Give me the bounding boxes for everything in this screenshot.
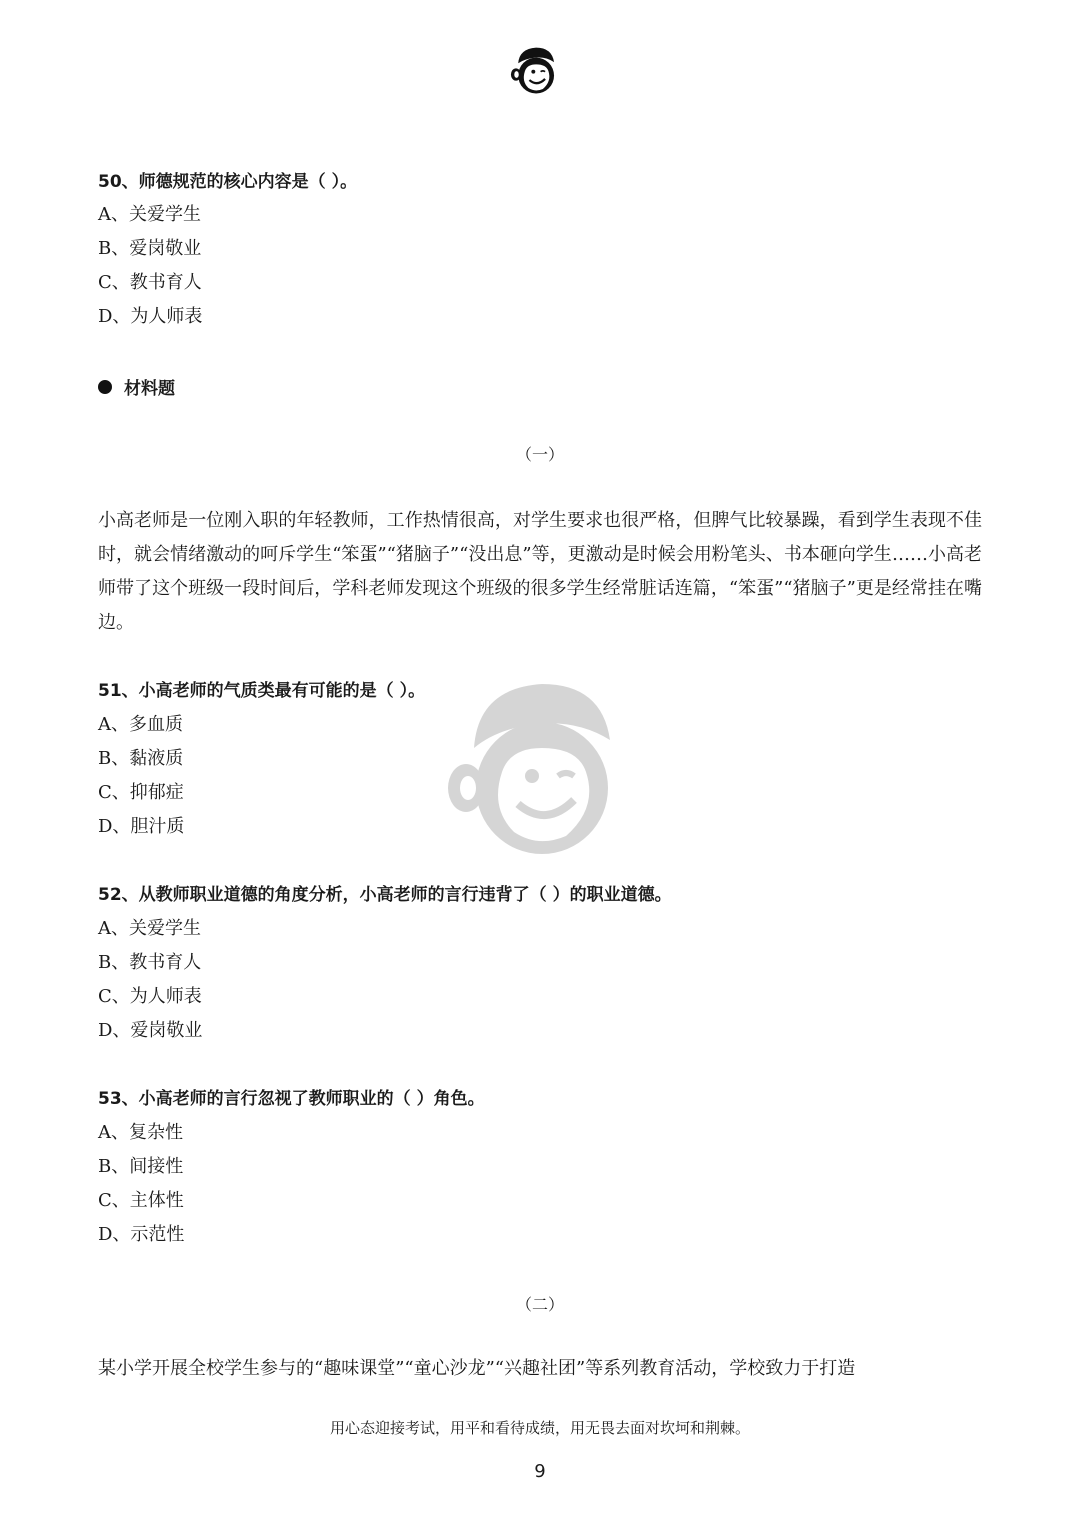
question-51-option-b: B、黏液质 bbox=[98, 748, 184, 769]
question-51-option-a: A、多血质 bbox=[98, 714, 183, 735]
section-title: 材料题 bbox=[124, 379, 175, 399]
question-52-option-c: C、为人师表 bbox=[98, 986, 202, 1007]
question-51-stem: 51、小高老师的气质类最有可能的是（ ）。 bbox=[98, 681, 426, 701]
question-53-option-b: B、间接性 bbox=[98, 1156, 184, 1177]
question-52-option-b: B、教书育人 bbox=[98, 952, 202, 973]
monkey-watermark-icon bbox=[438, 668, 638, 868]
monkey-logo-icon bbox=[507, 42, 563, 98]
material-2-text: 某小学开展全校学生参与的“趣味课堂”“童心沙龙”“兴趣社团”等系列教育活动，学校致力于打造 bbox=[98, 1358, 856, 1379]
question-50-option-d: D、为人师表 bbox=[98, 306, 203, 327]
page-number: 9 bbox=[534, 1461, 546, 1482]
bullet-icon bbox=[98, 380, 112, 394]
question-52-option-a: A、关爱学生 bbox=[98, 918, 201, 939]
material-1-text: 小高老师是一位刚入职的年轻教师，工作热情很高，对学生要求也很严格，但脾气比较暴躁，看到学生表现不佳时，就会情绪激动的呵斥学生“笨蛋”“猪脑子”“没出息”等，更激动是时候会用粉笔头、书本砸向学生……小高老师带了这个班级一段时间后，学科老师发现这个班级的很多学生经常脏话连篇，“笨蛋”“猪脑子”更是经常挂在嘴边。 bbox=[98, 510, 982, 633]
footer-motto: 用心态迎接考试，用平和看待成绩，用无畏去面对坎坷和荆棘。 bbox=[329, 1419, 750, 1437]
question-53-option-c: C、主体性 bbox=[98, 1190, 184, 1211]
material-1-number: （一） bbox=[515, 445, 564, 464]
section-heading bbox=[98, 374, 175, 399]
question-53-stem: 53、小高老师的言行忽视了教师职业的（ ）角色。 bbox=[98, 1089, 485, 1109]
question-53-option-d: D、示范性 bbox=[98, 1224, 185, 1245]
question-51-option-c: C、抑郁症 bbox=[98, 782, 184, 803]
question-52-option-d: D、爱岗敬业 bbox=[98, 1020, 203, 1041]
question-53-option-a: A、复杂性 bbox=[98, 1122, 183, 1143]
material-2-number: （二） bbox=[515, 1295, 564, 1314]
question-52-stem: 52、从教师职业道德的角度分析，小高老师的言行违背了（ ）的职业道德。 bbox=[98, 885, 672, 905]
question-50-option-c: C、教书育人 bbox=[98, 272, 202, 293]
question-50-option-b: B、爱岗敬业 bbox=[98, 238, 202, 259]
question-50-option-a: A、关爱学生 bbox=[98, 204, 201, 225]
question-51-option-d: D、胆汁质 bbox=[98, 816, 185, 837]
question-50-stem: 50、师德规范的核心内容是（ ）。 bbox=[98, 172, 358, 192]
